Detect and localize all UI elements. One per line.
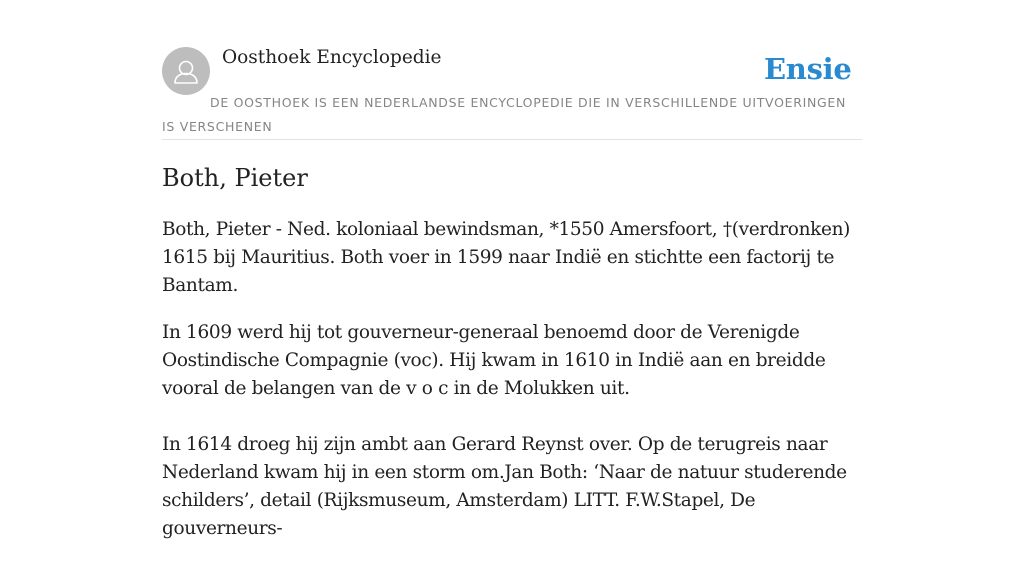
user-icon: [162, 47, 210, 95]
article-title: Both, Pieter: [162, 164, 308, 192]
article-body: [162, 216, 862, 562]
ensie-logo[interactable]: Ensie: [764, 52, 852, 86]
article-paragraph: Both, Pieter - Ned. koloniaal bewindsman, *1550 Amersfoort, †(verdronken) 1615 bij Mauritius. Both voer in 1599 naar Indië en stichtte een factorij te Bantam.: [162, 219, 851, 296]
header-divider: [162, 139, 862, 140]
site-tagline: DE OOSTHOEK IS EEN NEDERLANDSE ENCYCLOPEDIE DIE IN VERSCHILLENDE UITVOERINGEN IS VERSCHENEN: [162, 95, 847, 134]
site-name-link[interactable]: Oosthoek Encyclopedie: [222, 47, 442, 68]
article-paragraph: In 1614 droeg hij zijn ambt aan Gerard Reynst over. Op de terugreis naar Nederland kwam hij in een storm om.Jan Both: ‘Naar de natuur studerende schilders’, detail (Rijksmuseum, Amsterdam) LITT. F.W.Stapel, De gouverneurs-: [162, 434, 847, 539]
article-paragraph: In 1609 werd hij tot gouverneur-generaal benoemd door de Verenigde Oostindische Compagnie (voc). Hij kwam in 1610 in Indië aan en breidde vooral de belangen van de v o c in de Molukken uit.: [162, 322, 826, 399]
author-avatar[interactable]: [162, 47, 210, 95]
